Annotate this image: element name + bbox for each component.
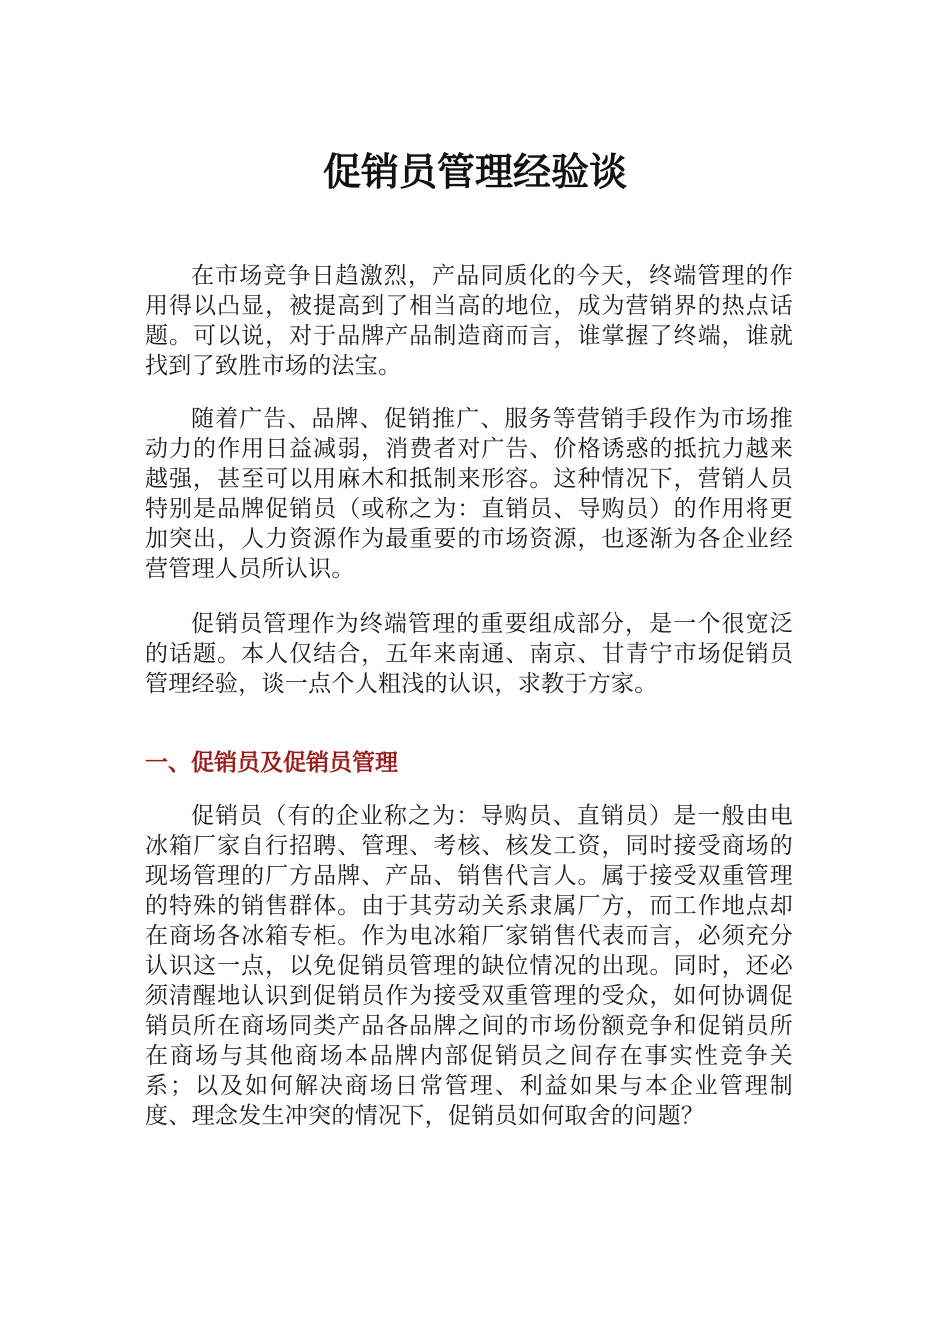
document-title: 促销员管理经验谈	[322, 149, 627, 194]
intro-paragraph-3: 促销员管理作为终端管理的重要组成部分，是一个很宽泛的话题。本人仅结合，五年来南通、南京、甘青宁市场促销员管理经验，谈一点个人粗浅的认识，求教于方家。	[145, 611, 793, 697]
section-heading-1: 一、促销员及促销员管理	[145, 750, 398, 776]
intro-paragraph-2: 随着广告、品牌、促销推广、服务等营销手段作为市场推动力的作用日益减弱，消费者对广告、价格诱惑的抵抗力越来越强，甚至可以用麻木和抵制来形容。这种情况下，营销人员特别是品牌促销员（或称之为：直销员、导购员）的作用将更加突出，人力资源作为最重要的市场资源，也逐渐为各企业经营管理人员所认识。	[145, 406, 793, 582]
section-1-paragraph: 促销员（有的企业称之为：导购员、直销员）是一般由电冰箱厂家自行招聘、管理、考核、核发工资，同时接受商场的现场管理的厂方品牌、产品、销售代言人。属于接受双重管理的特殊的销售群体。由于其劳动关系隶属厂方，而工作地点却在商场各冰箱专柜。作为电冰箱厂家销售代表而言，必须充分认识这一点，以免促销员管理的缺位情况的出现。同时，还必须清醒地认识到促销员作为接受双重管理的受众，如何协调促销员所在商场同类产品各品牌之间的市场份额竞争和促销员所在商场与其他商场本品牌内部促销员之间存在事实性竞争关系；以及如何解决商场日常管理、利益如果与本企业管理制度、理念发生冲突的情况下，促销员如何取舍的问题？	[145, 803, 793, 1129]
intro-paragraph-1: 在市场竞争日趋激烈，产品同质化的今天，终端管理的作用得以凸显，被提高到了相当高的地位，成为营销界的热点话题。可以说，对于品牌产品制造商而言，谁掌握了终端，谁就找到了致胜市场的法宝。	[145, 263, 793, 379]
